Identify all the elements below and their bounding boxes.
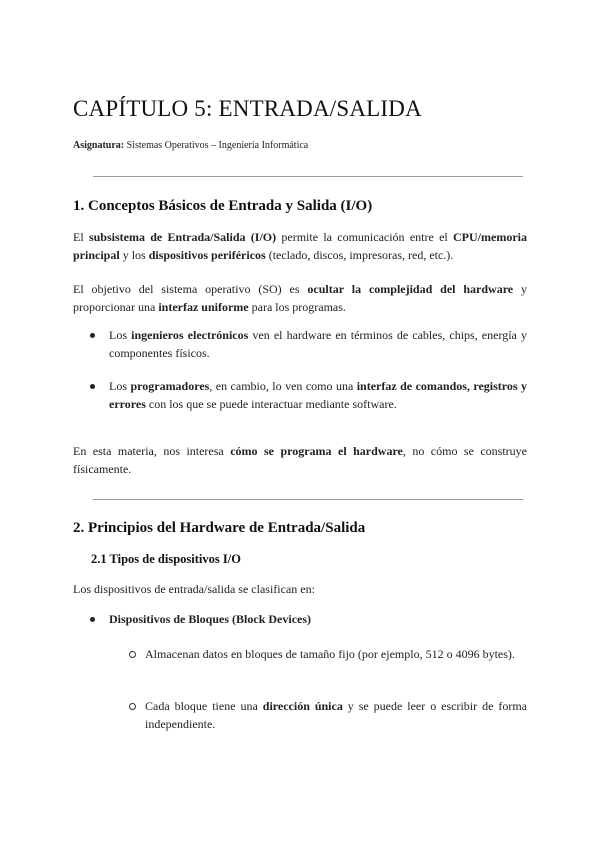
bullet-dot <box>90 384 95 389</box>
sub-bullet-circle <box>129 703 136 710</box>
divider <box>93 499 523 500</box>
bullet-dot <box>90 617 95 622</box>
bullet-item-engineers: Los ingenieros electrónicos ven el hardware en términos de cables, chips, energía y componentes físicos. <box>109 328 527 360</box>
divider <box>93 176 523 177</box>
section-1-paragraph-2: El objetivo del sistema operativo (SO) es ocultar la complejidad del hardware y proporcionar una interfaz uniforme para los programas. <box>73 282 528 314</box>
section-2-intro: Los dispositivos de entrada/salida se clasifican en: <box>73 582 315 596</box>
sub-bullet-circle <box>129 651 136 658</box>
bullet-item-block-devices: Dispositivos de Bloques (Block Devices) <box>109 612 312 626</box>
subject-value: Sistemas Operativos – Ingeniería Informática <box>126 140 309 151</box>
subject-label: Asignatura: <box>73 140 125 151</box>
subsection-2-1-heading: 2.1 Tipos de dispositivos I/O <box>91 552 241 566</box>
page-title: CAPÍTULO 5: ENTRADA/SALIDA <box>73 96 422 121</box>
subject-line <box>73 140 308 151</box>
bullet-item-programmers: Los programadores, en cambio, lo ven como una interfaz de comandos, registros y errores con los que se puede interactuar mediante software. <box>109 379 528 411</box>
section-1-paragraph-3: En esta materia, nos interesa cómo se programa el hardware, no cómo se construye físicamente. <box>73 444 528 476</box>
section-2-heading: 2. Principios del Hardware de Entrada/Salida <box>73 520 366 536</box>
sub-bullet-item-unique-address: Cada bloque tiene una dirección única y se puede leer o escribir de forma independiente. <box>145 699 527 731</box>
sub-bullet-item-fixed-size: Almacenan datos en bloques de tamaño fijo (por ejemplo, 512 o 4096 bytes). <box>145 647 515 661</box>
section-1-heading: 1. Conceptos Básicos de Entrada y Salida (I/O) <box>73 198 373 214</box>
bullet-dot <box>90 333 95 338</box>
section-1-paragraph-1: El subsistema de Entrada/Salida (I/O) permite la comunicación entre el CPU/memoria principal y los dispositivos periféricos (teclado, discos, impresoras, red, etc.). <box>73 230 527 262</box>
